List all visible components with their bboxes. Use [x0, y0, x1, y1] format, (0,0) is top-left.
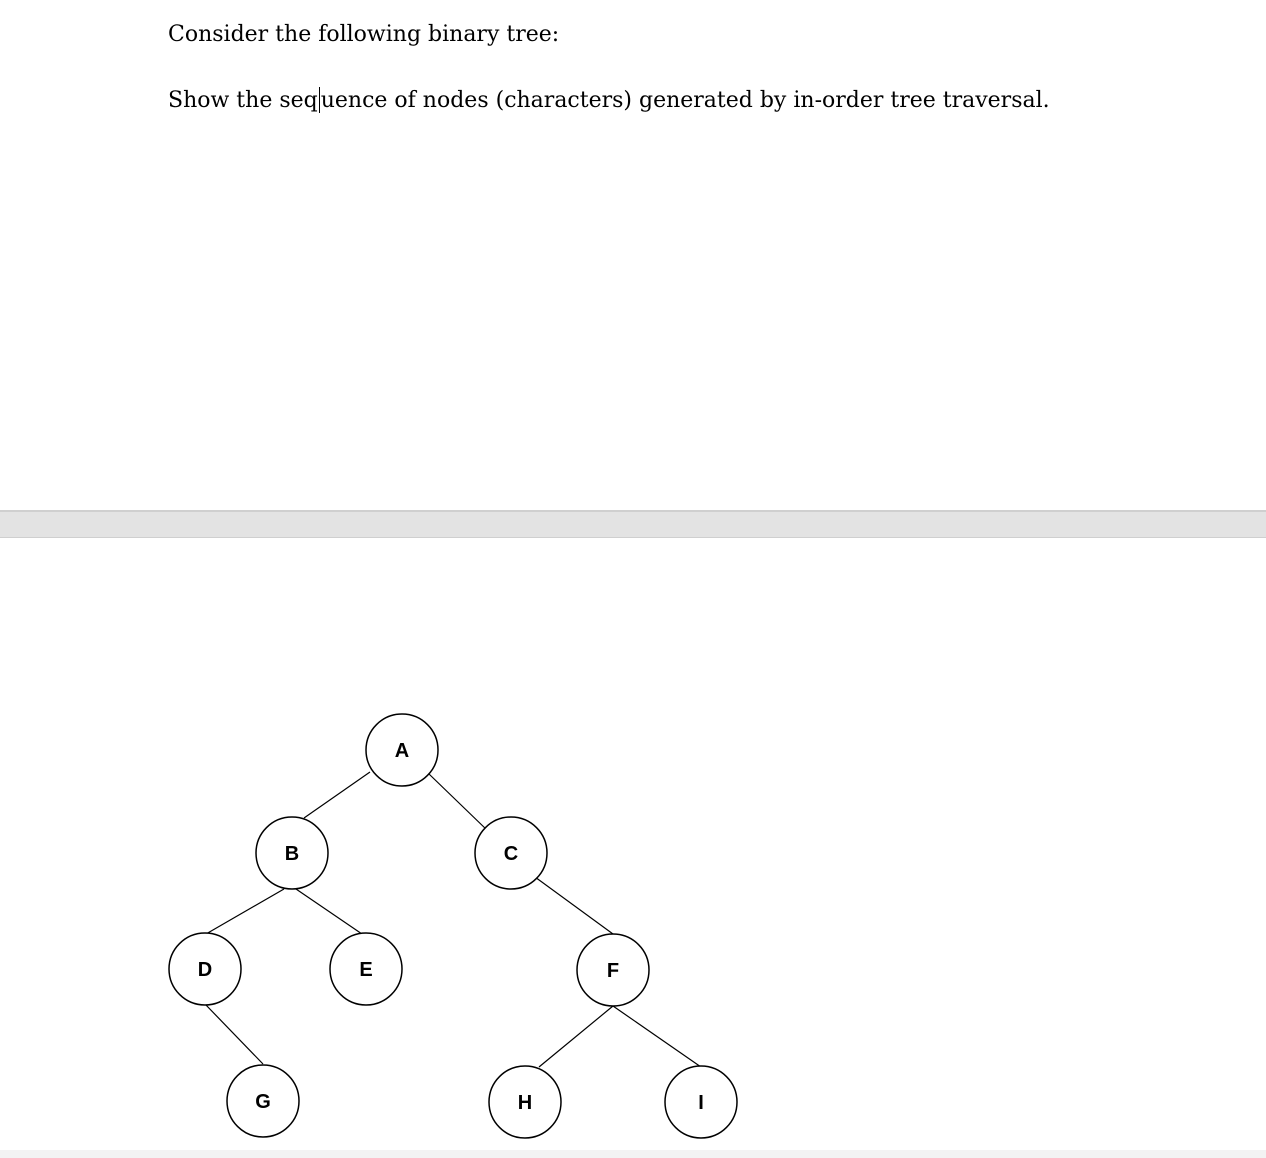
edge-b-d — [206, 889, 284, 934]
tree-node-d — [169, 933, 241, 1005]
question-line-2-text-after-caret: uence of nodes (characters) generated by in-order tree traversal. — [320, 88, 1050, 113]
question-line-2-text-before-caret: Show the seq — [168, 88, 318, 113]
tree-edges — [205, 772, 701, 1067]
tree-node-h-label: H — [517, 1092, 533, 1114]
tree-node-g — [227, 1065, 299, 1137]
question-line-1-text: Consider the following binary tree: — [168, 22, 560, 47]
edge-f-i — [613, 1006, 701, 1067]
tree-node-i-label: I — [698, 1092, 704, 1114]
tree-node-a-label: A — [394, 740, 410, 762]
edge-f-h — [539, 1006, 613, 1067]
tree-node-i — [665, 1066, 737, 1138]
tree-node-h — [489, 1066, 561, 1138]
tree-node-g-label: G — [255, 1091, 271, 1113]
edge-d-g — [205, 1004, 263, 1064]
tree-node-b-label: B — [284, 843, 300, 865]
edge-b-e — [296, 889, 362, 934]
tree-node-c-label: C — [503, 843, 519, 865]
tree-node-b — [256, 817, 328, 889]
tree-node-d-label: D — [197, 959, 213, 981]
edge-c-f — [535, 877, 613, 934]
tree-node-e — [330, 933, 402, 1005]
tree-node-e-label: E — [359, 959, 373, 981]
edge-a-c — [429, 774, 488, 831]
tree-node-a — [366, 714, 438, 786]
tree-node-f — [577, 934, 649, 1006]
tree-node-c — [475, 817, 547, 889]
tree-node-f-label: F — [606, 960, 620, 982]
edge-a-b — [304, 772, 370, 818]
